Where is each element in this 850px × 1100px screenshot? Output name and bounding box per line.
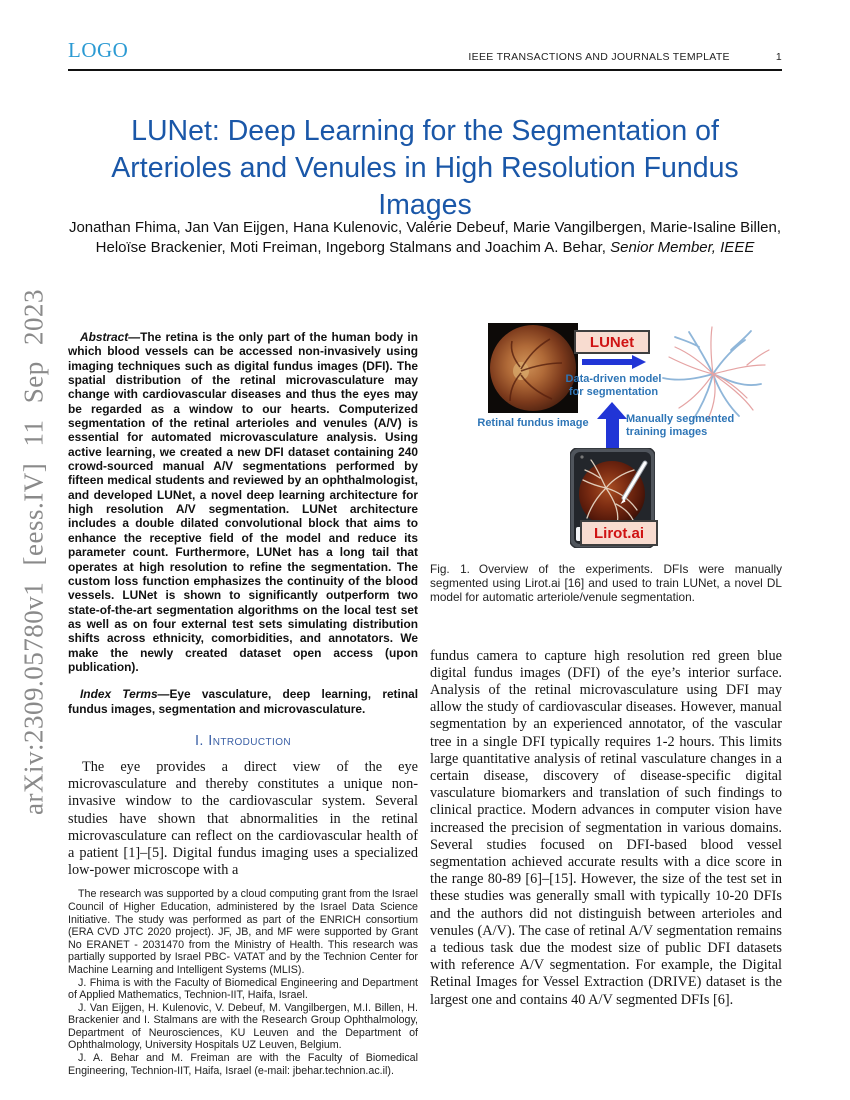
- index-terms-text: Eye vasculature, deep learning, retinal fundus images, segmentation and microvasculature.: [68, 687, 419, 716]
- right-column: [430, 318, 782, 1009]
- footnote-block: [68, 888, 418, 1077]
- index-terms-label: Index Terms—: [80, 687, 170, 702]
- section-title: Introduction: [208, 732, 291, 749]
- figure-1-diagram: [430, 318, 782, 558]
- author-names: Jonathan Fhima, Jan Van Eijgen, Hana Kulenovic, Valérie Debeuf, Marie Vangilbergen, Marie-Isaline Billen, Heloïse Brackenier, Moti Freiman, Ingeborg Stalmans and Joachim A. Behar,: [68, 219, 782, 257]
- manually-segmented-label: Manually segmented training images: [626, 413, 735, 438]
- page-number: 1: [775, 51, 782, 63]
- journal-logo: LOGO: [68, 38, 129, 62]
- index-terms-paragraph: [68, 687, 418, 716]
- section-heading-introduction: [68, 733, 418, 749]
- retinal-fundus-image: [488, 323, 578, 413]
- fundus-image-label: Retinal fundus image: [477, 417, 589, 429]
- figure-caption-tag: Fig. 1.: [430, 562, 470, 576]
- running-head: IEEE TRANSACTIONS AND JOURNALS TEMPLATE: [468, 51, 730, 63]
- page-header: [68, 38, 782, 71]
- left-column: [68, 330, 418, 1077]
- footnote-affiliation-3: J. A. Behar and M. Freiman are with the Faculty of Biomedical Engineering, Technion-IIT, Haifa, Israel (e-mail: jbehar.technion.ac.il).: [68, 1052, 418, 1077]
- header-rule: [68, 69, 782, 71]
- lirot-ai-box: Lirot.ai: [580, 520, 658, 546]
- paper-title: LUNet: Deep Learning for the Segmentation of Arterioles and Venules in High Resolution Fundus Images: [111, 115, 739, 222]
- lunet-box: LUNet: [574, 330, 650, 354]
- section-number: I.: [194, 732, 204, 749]
- author-membership: Senior Member, IEEE: [610, 239, 755, 257]
- data-driven-model-label: Data-driven model for segmentation: [565, 373, 662, 398]
- segmented-vessel-tree-image: [651, 320, 781, 426]
- abstract-text: The retina is the only part of the human body in which blood vessels can be accessed non-invasively using imaging techniques such as digital fundus images (DFI). The spatial distribution of the retinal microvasculature may change with cardiovascular diseases and thus the eyes may be regarded as a window to our hearts. Computerized segmentation of the retinal arterioles and venules (A/V) is essential for automated microvasculature analysis. Using active learning, we created a new DFI dataset containing 240 crowd-sourced manual A/V segmentations performed by fifteen medical students and reviewed by an ophthalmologist, and developed LUNet, a novel deep learning architecture for high resolution A/V segmentation. LUNet architecture includes a double dilated convolutional block that aims to enhance the receptive field of the model and reduce its parameter count. Furthermore, LUNet has a long tail that operates at high resolution to refine the segmentation. The custom loss function emphasizes the continuity of the blood vessels. LUNet is shown to significantly outperform two state-of-the-art segmentation algorithms on the local test set as well as on four external test sets simulating distribution shifts across ethnicity, comorbidities, and annotators. We make the newly created dataset open access (upon publication).: [68, 330, 418, 674]
- figure-1-caption: [430, 562, 782, 605]
- footnote-funding: The research was supported by a cloud computing grant from the Israel Council of Higher Education, administered by the Israel Data Science Initiative. The study was performed as part of the ENRICH consortium (ERA CVD JTC 2020 project). JF, JB, and MF were supported by Grant No ERANET - 2031470 from the Ministry of Health. This research was partially supported by Israel PBC- VATAT and by the Technion Center for Machine Learning and Intelligent Systems (MLIS).: [68, 888, 418, 976]
- footnote-affiliation-1: J. Fhima is with the Faculty of Biomedical Engineering and Department of Applied Mathematics, Technion-IIT, Haifa, Israel.: [68, 976, 418, 1002]
- footnote-affiliation-2: J. Van Eijgen, H. Kulenovic, V. Debeuf, M. Vangilbergen, M.I. Billen, H. Brackenier and I. Stalmans are with the Research Group Ophthalmology, Department of Neurosciences, KU Leuven and the Department of Ophthalmology, University Hospitals UZ Leuven, Belgium.: [68, 1001, 418, 1052]
- introduction-paragraph: The eye provides a direct view of the eye microvasculature and thereby constitutes a unique non-invasive window to the cardiovascular system. Several studies have shown that abnormalities in the retinal microvasculature can reflect on the cardiovascular health of a patient [1]–[5]. Digital fundus imaging uses a specialized low-power microscope with a: [68, 758, 418, 879]
- abstract-paragraph: [68, 330, 418, 674]
- abstract-label: Abstract—: [80, 330, 141, 344]
- arxiv-stamp: arXiv:2309.05780v1 [eess.IV] 11 Sep 2023: [18, 289, 49, 815]
- figure-caption-text: Overview of the experiments. DFIs were manually segmented using Lirot.ai [16] and used to train LUNet, a novel DL model for automatic arteriole/venule segmentation.: [430, 562, 782, 605]
- author-list: [58, 218, 792, 259]
- arrow-up-icon: [597, 402, 627, 448]
- right-column-paragraph: fundus camera to capture high resolution red green blue digital fundus images (DFI) of the eye’s interior surface. Analysis of the retinal microvasculature using DFI may allow the study of cardiovascular diseases. However, manual segmentation by an experienced annotator, of the vascular tree in a single DFI typically requires 1-2 hours. This limits large quantitative analysis of retinal vasculature changes in a certain disease, discovery of disease-specific digital vasculature biomarkers and translation of such findings to clinical practice. Modern advances in computer vision have increased the precision of segmentation in various domains. Several studies focused on DFI-based blood vessel segmentation achieved accurate results with a dice score in the range 80-89 [6]–[15]. However, the size of the test set in these studies was generally small with typically 10-20 DFIs and the authors did not distinguish between arterioles and venules (A/V). The case of retinal A/V segmentation remains a tedious task due the modest size of public DFI datasets with reference A/V segmentation. For example, the Digital Retinal Images for Vessel Extraction (DRIVE) dataset is the largest one and contains 40 A/V segmented DFIs [6].: [430, 647, 782, 1008]
- arrow-right-icon: [582, 355, 646, 369]
